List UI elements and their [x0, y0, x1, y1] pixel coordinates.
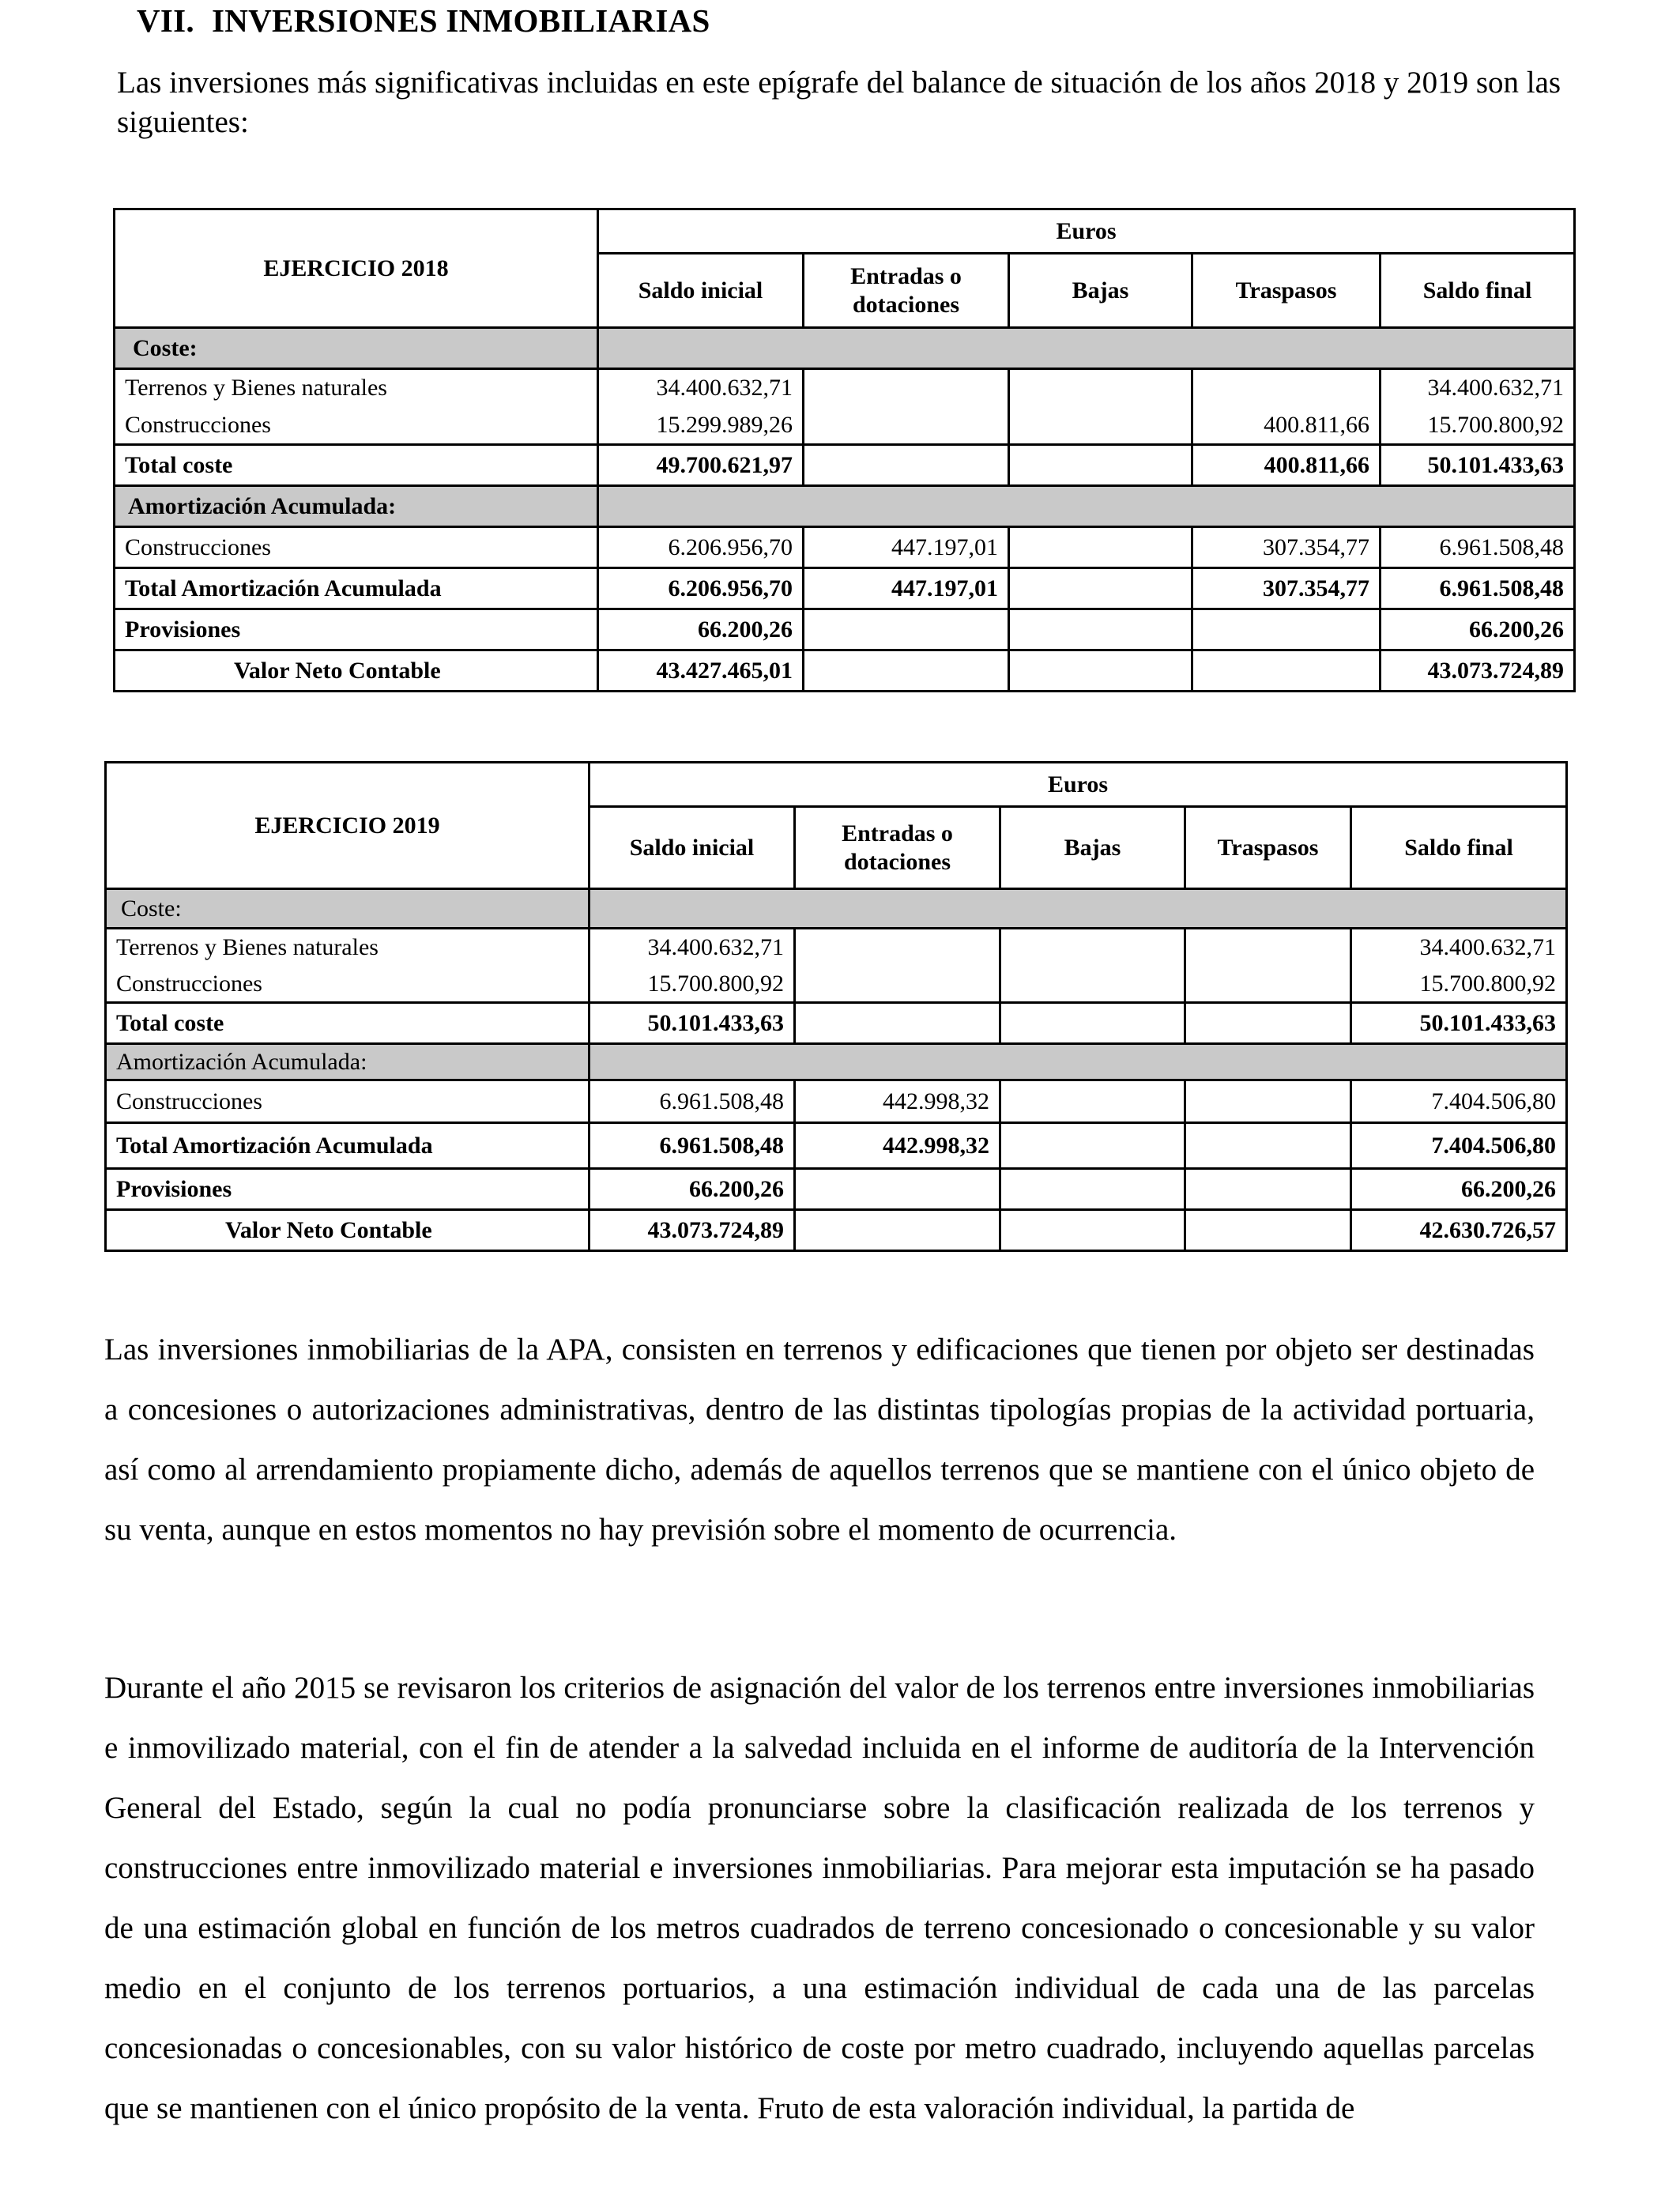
table-row-total-coste: Total coste 49.700.621,97 400.811,66 50.101.433,63 [115, 445, 1575, 486]
section-heading [137, 2, 710, 40]
section-number: VII. [137, 2, 194, 39]
table-ejercicio-2019 [104, 761, 1568, 1252]
table-row-provisiones: Provisiones 66.200,26 66.200,26 [115, 609, 1575, 650]
col-saldo-final: Saldo final [1381, 254, 1575, 328]
section-coste: Coste: [115, 328, 598, 369]
col-traspasos: Traspasos [1192, 254, 1381, 328]
section-amortizacion: Amortización Acumulada: [106, 1044, 590, 1080]
table-row: Construcciones 6.206.956,70 447.197,01 307.354,77 6.961.508,48 [115, 527, 1575, 568]
col-saldo-inicial: Saldo inicial [590, 807, 795, 889]
col-bajas: Bajas [1009, 254, 1192, 328]
paragraph-2: Durante el año 2015 se revisaron los criterios de asignación del valor de los terrenos entre inversiones inmobiliarias e inmovilizado material, con el fin de atender a la salvedad incluida en el informe de auditoría de la Intervención General del Estado, según la cual no podía pronunciarse sobre la clasificación realizada de los terrenos y construcciones entre inmovilizado material e inversiones inmobiliarias. Para mejorar esta imputación se ha pasado de una estimación global en función de los metros cuadrados de terreno concesionado o concesionable y su valor medio en el conjunto de los terrenos portuarios, a una estimación individual de cada una de las parcelas concesionadas o concesionables, con su valor histórico de coste por metro cuadrado, incluyendo aquellas parcelas que se mantienen con el único propósito de la venta. Fruto de esta valoración individual, la partida de [104, 1671, 1535, 2125]
col-saldo-inicial: Saldo inicial [598, 254, 804, 328]
col-entradas: Entradas o dotaciones [795, 807, 1000, 889]
col-traspasos: Traspasos [1185, 807, 1351, 889]
table-row-total-coste: Total coste 50.101.433,63 50.101.433,63 [106, 1003, 1567, 1044]
paragraph-1: Las inversiones inmobiliarias de la APA, consisten en terrenos y edificaciones que tienen por objeto ser destinadas a concesiones o autorizaciones administrativas, dentro de las distintas tipologías propias de la actividad portuaria, así como al arrendamiento propiamente dicho, además de aquellos terrenos que se mantiene con el único objeto de su venta, aunque en estos momentos no hay previsión sobre el momento de ocurrencia. [104, 1333, 1535, 1547]
table-row-provisiones: Provisiones 66.200,26 66.200,26 [106, 1169, 1567, 1210]
intro-text: Las inversiones más significativas incluidas en este epígrafe del balance de situación de los años 2018 y 2019 son las siguientes: [117, 66, 1561, 139]
section-title: INVERSIONES INMOBILIARIAS [211, 2, 710, 39]
col-bajas: Bajas [1000, 807, 1185, 889]
table-row: Terrenos y Bienes naturales 34.400.632,71 34.400.632,71 [106, 929, 1567, 967]
table-row: Construcciones 15.700.800,92 15.700.800,92 [106, 967, 1567, 1003]
section-amortizacion: Amortización Acumulada: [115, 486, 598, 527]
table-title: EJERCICIO 2019 [106, 763, 590, 889]
table-ejercicio-2018 [113, 208, 1576, 692]
table-row: Construcciones 15.299.989,26 400.811,66 15.700.800,92 [115, 407, 1575, 445]
currency-header: Euros [598, 209, 1575, 254]
table-row-total-amortizacion: Total Amortización Acumulada 6.206.956,70 447.197,01 307.354,77 6.961.508,48 [115, 568, 1575, 609]
currency-header: Euros [590, 763, 1567, 807]
table-row: Terrenos y Bienes naturales 34.400.632,71 34.400.632,71 [115, 369, 1575, 407]
table-row-total-amortizacion: Total Amortización Acumulada 6.961.508,48 442.998,32 7.404.506,80 [106, 1123, 1567, 1169]
table-row-valor-neto: Valor Neto Contable 43.073.724,89 42.630.726,57 [106, 1210, 1567, 1251]
table-row: Construcciones 6.961.508,48 442.998,32 7.404.506,80 [106, 1080, 1567, 1123]
table-title: EJERCICIO 2018 [115, 209, 598, 328]
col-saldo-final: Saldo final [1351, 807, 1567, 889]
section-coste: Coste: [106, 889, 590, 929]
col-entradas: Entradas o dotaciones [804, 254, 1009, 328]
table-row-valor-neto: Valor Neto Contable 43.427.465,01 43.073.724,89 [115, 650, 1575, 692]
